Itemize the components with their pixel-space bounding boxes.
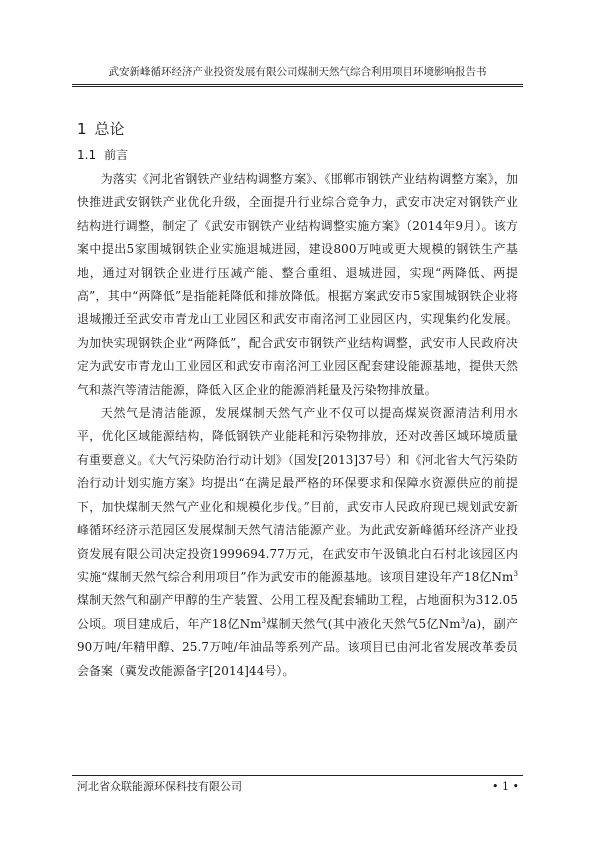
subsection-number: 1.1 bbox=[77, 148, 97, 162]
paragraph-2 bbox=[77, 402, 518, 683]
paragraph-2-tail-1: 该项目建设年产18亿Nm bbox=[379, 569, 514, 584]
paragraph-2-tail-2: 煤制天然气和副产甲醇的生产装置、公用工程及配套辅助工程，占地面积为312.05公顷。项目建成后，年产18亿Nm bbox=[77, 593, 518, 631]
header-rule bbox=[72, 84, 523, 87]
paragraph-1: 为落实《河北省钢铁产业结构调整方案》、《邯郸市钢铁产业结构调整方案》，加快推进武安钢铁产业优化升级，全面提升行业综合竞争力，武安市决定对钢铁产业结构进行调整，制定了《武安市钢铁产业结构调整实施方案》（2014年9月）。该方案中提出5家围城钢铁企业实施退城进园，建设800万吨或更大规模的钢铁生产基地，通过对钢铁企业进行压减产能、整合重组、退城进园，实现“两降低、两提高”，其中“两降低”是指能耗降低和排放降低。根据方案武安市5家围城钢铁企业将退城搬迁至武安市青龙山工业园区和武安市南洺河工业园区内，实现集约化发展。为加快实现钢铁企业“两降低”，配合武安市钢铁产业结构调整，武安市人民政府决定为武安市青龙山工业园区和武安市南洺河工业园区配套建设能源基地，提供天然气和蒸汽等清洁能源，降低入区企业的能源消耗量及污染物排放量。 bbox=[77, 172, 518, 397]
section-title: 总论 bbox=[94, 120, 125, 138]
page-number: • 1 • bbox=[492, 780, 519, 793]
paragraph-2-text: 天然气是清洁能源，发展煤制天然气产业不仅可以提高煤炭资源清洁利用水平，优化区域能源结构，降低钢铁产业能耗和污染物排放，还对改善区域环境质量有重要意义。《大气污染防治行动计划》（国发[2013]37号）和《河北省大气污染防治行动计划实施方案》均提出“在满足最严格的环保要求和保障水资源供应的前提下，加快煤制天然气产业化和规模化步伐。”目前，武安市人民政府现已规划武安新峰循环经济示范园区发展煤制天然气清洁能源产业。为此武安新峰循环经济产业投资发展有限公司决定投资1999694.77万元，在武安市午汲镇北白石村北该园区内实施“煤制天然气综合利用项目”作为武安市的能源基地。 bbox=[77, 406, 518, 584]
section-number: 1 bbox=[77, 120, 87, 138]
body-text bbox=[77, 168, 518, 683]
superscript: 3 bbox=[261, 616, 267, 625]
subsection-heading bbox=[77, 148, 128, 162]
section-heading bbox=[77, 120, 125, 138]
running-header: 武安新峰循环经济产业投资发展有限公司煤制天然气综合利用项目环境影响报告书 bbox=[108, 66, 487, 78]
superscript: 3 bbox=[513, 569, 518, 578]
superscript: 3 bbox=[460, 616, 466, 625]
subsection-title: 前言 bbox=[104, 148, 129, 162]
paragraph-2-tail-4: /a)，副产90万吨/年精甲醇、25.7万吨/年油品等系列产品。该项目已由河北省发展改革委员会备案（冀发改能源备字[2014]44号）。 bbox=[77, 616, 518, 678]
footer-rule bbox=[72, 775, 523, 776]
paragraph-2-tail-3: 煤制天然气(其中液化天然气5亿Nm bbox=[266, 616, 461, 631]
footer-company: 河北省众联能源环保科技有限公司 bbox=[77, 780, 242, 793]
